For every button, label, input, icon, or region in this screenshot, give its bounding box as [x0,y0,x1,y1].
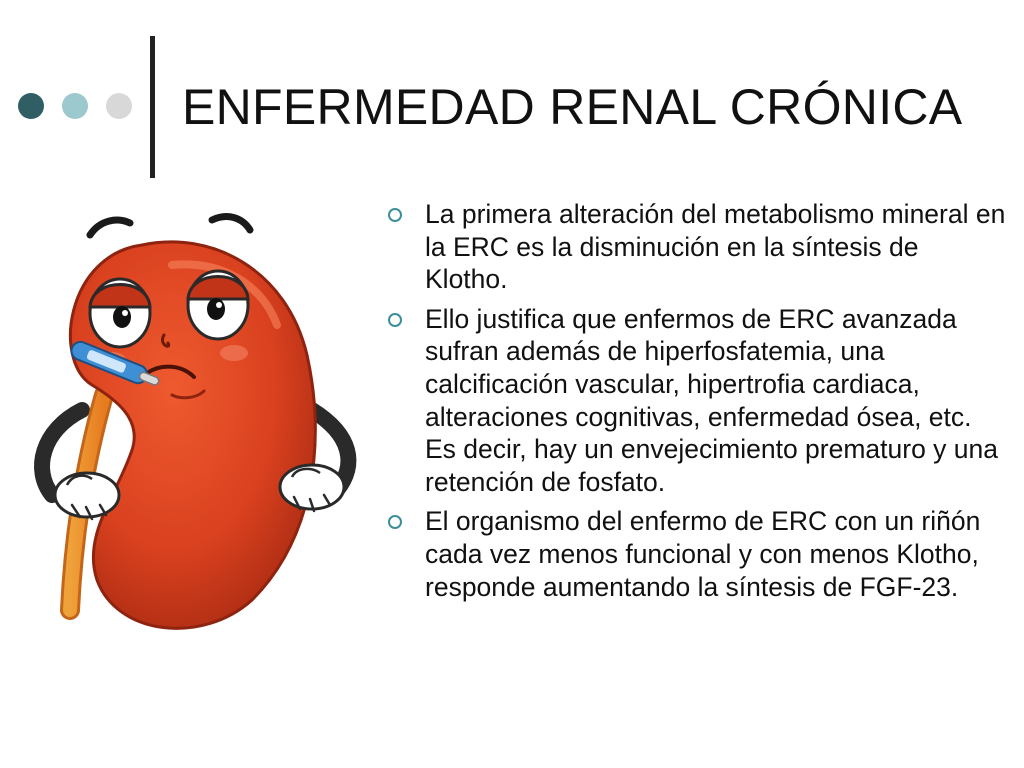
hollow-circle-bullet-icon [388,313,402,327]
bullet-text: La primera alteración del metabolismo mineral en la ERC es la disminución en la síntesis de Klotho. [425,199,1006,295]
sick-kidney-illustration [22,195,367,645]
three-dots-decoration [18,93,132,119]
list-item [388,198,1008,296]
slide-title: ENFERMEDAD RENAL CRÓNICA [182,79,963,135]
bullet-list [388,198,1008,610]
hollow-circle-bullet-icon [388,515,402,529]
list-item [388,505,1008,603]
dot-dark-icon [18,93,44,119]
dot-light-icon [62,93,88,119]
bullet-text: El organismo del enfermo de ERC con un riñón cada vez menos funcional y con menos Klotho, responde aumentando la síntesis de FGF-23. [425,506,981,602]
bullet-text: Ello justifica que enfermos de ERC avanzada sufran además de hiperfosfatemia, una calcificación vascular, hipertrofia cardiaca, alteraciones cognitivas, enfermedad ósea, etc. Es decir, hay un envejecimiento prematuro y una retención de fosfato. [425,303,999,497]
dot-gray-icon [106,93,132,119]
title-divider [150,36,155,178]
list-item [388,303,1008,499]
hollow-circle-bullet-icon [388,208,402,222]
